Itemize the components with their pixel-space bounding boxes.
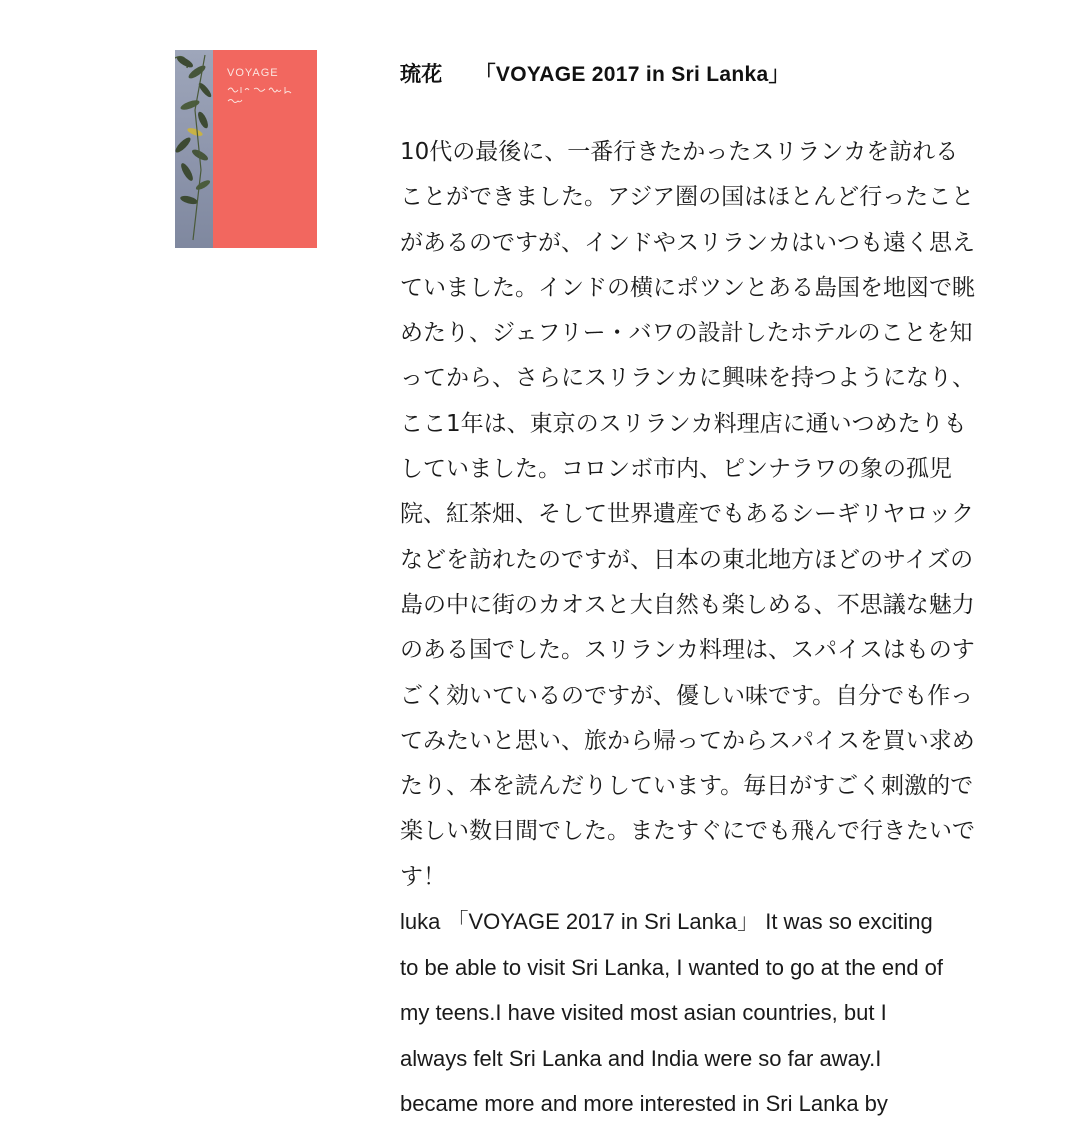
text-line: to be able to visit Sri Lanka, I wanted to go at the end of bbox=[400, 954, 944, 980]
book-title: 「VOYAGE 2017 in Sri Lanka」 bbox=[474, 63, 790, 86]
book-cover-image bbox=[175, 50, 317, 248]
text-line: 院、紅茶畑、そして世界遺産でもあるシーギリヤロック bbox=[400, 501, 975, 528]
text-line: ってから、さらにスリランカに興味を持つようになり、 bbox=[400, 365, 975, 392]
text-line: luka 「VOYAGE 2017 in Sri Lanka」 It was so exciting bbox=[400, 909, 933, 934]
text-line: ごく効いているのですが、優しい味です。自分でも作っ bbox=[400, 682, 974, 709]
page-title bbox=[400, 58, 790, 88]
author-name: 琉花 bbox=[400, 63, 443, 86]
text-line: 島の中に街のカオスと大自然も楽しめる、不思議な魅力 bbox=[400, 591, 975, 618]
text-line: ていました。インドの横にポツンとある島国を地図で眺 bbox=[400, 274, 975, 301]
text-line: 楽しい数日間でした。またすぐにでも飛んで行きたいで bbox=[400, 818, 975, 845]
text-line: てみたいと思い、旅から帰ってからスパイスを買い求め bbox=[400, 727, 975, 754]
english-description bbox=[400, 902, 1065, 1130]
text-line: があるのですが、インドやスリランカはいつも遠く思え bbox=[400, 229, 975, 256]
text-line: ここ1年は、東京のスリランカ料理店に通いつめたりも bbox=[400, 410, 967, 437]
japanese-description bbox=[400, 132, 1065, 902]
text-line: always felt Sri Lanka and India were so far away.I bbox=[400, 1045, 882, 1071]
text-line: my teens.I have visited most asian countries, but I bbox=[400, 1000, 887, 1026]
text-line: す！ bbox=[400, 863, 446, 890]
plant-leaves-graphic bbox=[175, 50, 213, 248]
text-line: のある国でした。スリランカ料理は、スパイスはものす bbox=[400, 637, 975, 664]
cover-handwritten-script bbox=[227, 84, 303, 108]
text-line: などを訪れたのですが、日本の東北地方ほどのサイズの bbox=[400, 546, 974, 573]
text-line: していました。コロンボ市内、ピンナラワの象の孤児 bbox=[400, 456, 952, 483]
cover-plant-photo bbox=[175, 50, 213, 248]
text-line: became more and more interested in Sri Lanka by bbox=[400, 1091, 888, 1117]
text-line: めたり、ジェフリー・バワの設計したホテルのことを知 bbox=[400, 320, 973, 347]
text-line: ことができました。アジア圏の国はほとんど行ったこと bbox=[400, 184, 975, 211]
cover-title: VOYAGE bbox=[227, 67, 279, 79]
cover-coral-panel bbox=[213, 50, 317, 248]
text-line: 10代の最後に、一番行きたかったスリランカを訪れる bbox=[400, 139, 959, 165]
text-line: たり、本を読んだりしています。毎日がすごく刺激的で bbox=[400, 773, 974, 800]
